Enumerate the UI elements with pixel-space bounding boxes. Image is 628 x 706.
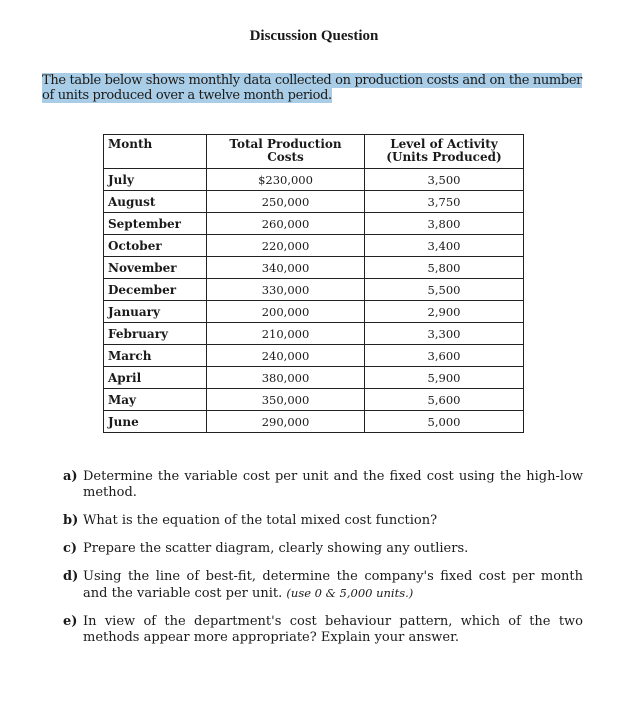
table-row [104, 301, 524, 323]
question-letter: c) [63, 541, 78, 556]
question-note: (use 0 & 5,000 units.) [286, 586, 414, 600]
cell-units: 3,600 [365, 345, 524, 367]
question-item [63, 541, 583, 557]
data-table [103, 134, 524, 433]
question-letter: a) [63, 469, 78, 484]
header-month: Month [104, 135, 207, 169]
cell-units: 5,500 [365, 279, 524, 301]
cell-cost: 340,000 [207, 257, 365, 279]
header-activity: Level of Activity (Units Produced) [365, 135, 524, 169]
cell-month: June [104, 411, 207, 433]
header-costs: Total Production Costs [207, 135, 365, 169]
table-row [104, 279, 524, 301]
table-row [104, 389, 524, 411]
question-text: What is the equation of the total mixed cost function? [83, 513, 438, 528]
cell-cost: 350,000 [207, 389, 365, 411]
table-row [104, 411, 524, 433]
cell-units: 3,400 [365, 235, 524, 257]
question-letter: b) [63, 513, 79, 528]
question-text: Prepare the scatter diagram, clearly showing any outliers. [83, 541, 469, 556]
table-row [104, 367, 524, 389]
table-row [104, 191, 524, 213]
cell-units: 5,000 [365, 411, 524, 433]
cell-units: 3,500 [365, 169, 524, 191]
cell-cost: 330,000 [207, 279, 365, 301]
cell-cost: 200,000 [207, 301, 365, 323]
cell-cost: 250,000 [207, 191, 365, 213]
cell-month: January [104, 301, 207, 323]
table-row [104, 345, 524, 367]
table-row [104, 235, 524, 257]
table-row [104, 169, 524, 191]
cell-cost: 210,000 [207, 323, 365, 345]
cell-cost: 380,000 [207, 367, 365, 389]
cell-month: May [104, 389, 207, 411]
question-item [63, 614, 583, 646]
question-text: Determine the variable cost per unit and the fixed cost using the high-low method. [83, 469, 583, 500]
question-text: In view of the department's cost behaviour pattern, which of the two methods appear more appropriate? Explain your answer. [83, 614, 583, 645]
page-title: Discussion Question [249, 28, 379, 44]
table-row [104, 323, 524, 345]
cell-units: 5,900 [365, 367, 524, 389]
table-row [104, 213, 524, 235]
cell-month: September [104, 213, 207, 235]
question-letter: d) [63, 569, 79, 584]
question-text: Using the line of best-fit, determine the company's fixed cost per month and the variable cost per unit. (use 0 & 5,000 units.) [83, 569, 583, 601]
cell-units: 3,800 [365, 213, 524, 235]
question-item [63, 469, 583, 501]
table-row [104, 257, 524, 279]
cell-cost: 240,000 [207, 345, 365, 367]
intro-text: The table below shows monthly data collected on production costs and on the number of units produced over a twelve month period. [42, 73, 583, 103]
question-letter: e) [63, 614, 78, 629]
cell-month: March [104, 345, 207, 367]
cell-cost: 220,000 [207, 235, 365, 257]
cell-units: 5,600 [365, 389, 524, 411]
cell-cost: $230,000 [207, 169, 365, 191]
cell-month: December [104, 279, 207, 301]
intro-paragraph [42, 73, 587, 103]
cell-units: 3,300 [365, 323, 524, 345]
cell-units: 2,900 [365, 301, 524, 323]
question-item [63, 569, 583, 602]
cell-month: February [104, 323, 207, 345]
question-list [63, 469, 583, 658]
cell-units: 5,800 [365, 257, 524, 279]
cell-month: April [104, 367, 207, 389]
cell-month: October [104, 235, 207, 257]
cell-month: July [104, 169, 207, 191]
cell-cost: 290,000 [207, 411, 365, 433]
cell-units: 3,750 [365, 191, 524, 213]
question-item [63, 513, 583, 529]
cell-cost: 260,000 [207, 213, 365, 235]
cell-month: November [104, 257, 207, 279]
cell-month: August [104, 191, 207, 213]
table-header-row [104, 135, 524, 169]
